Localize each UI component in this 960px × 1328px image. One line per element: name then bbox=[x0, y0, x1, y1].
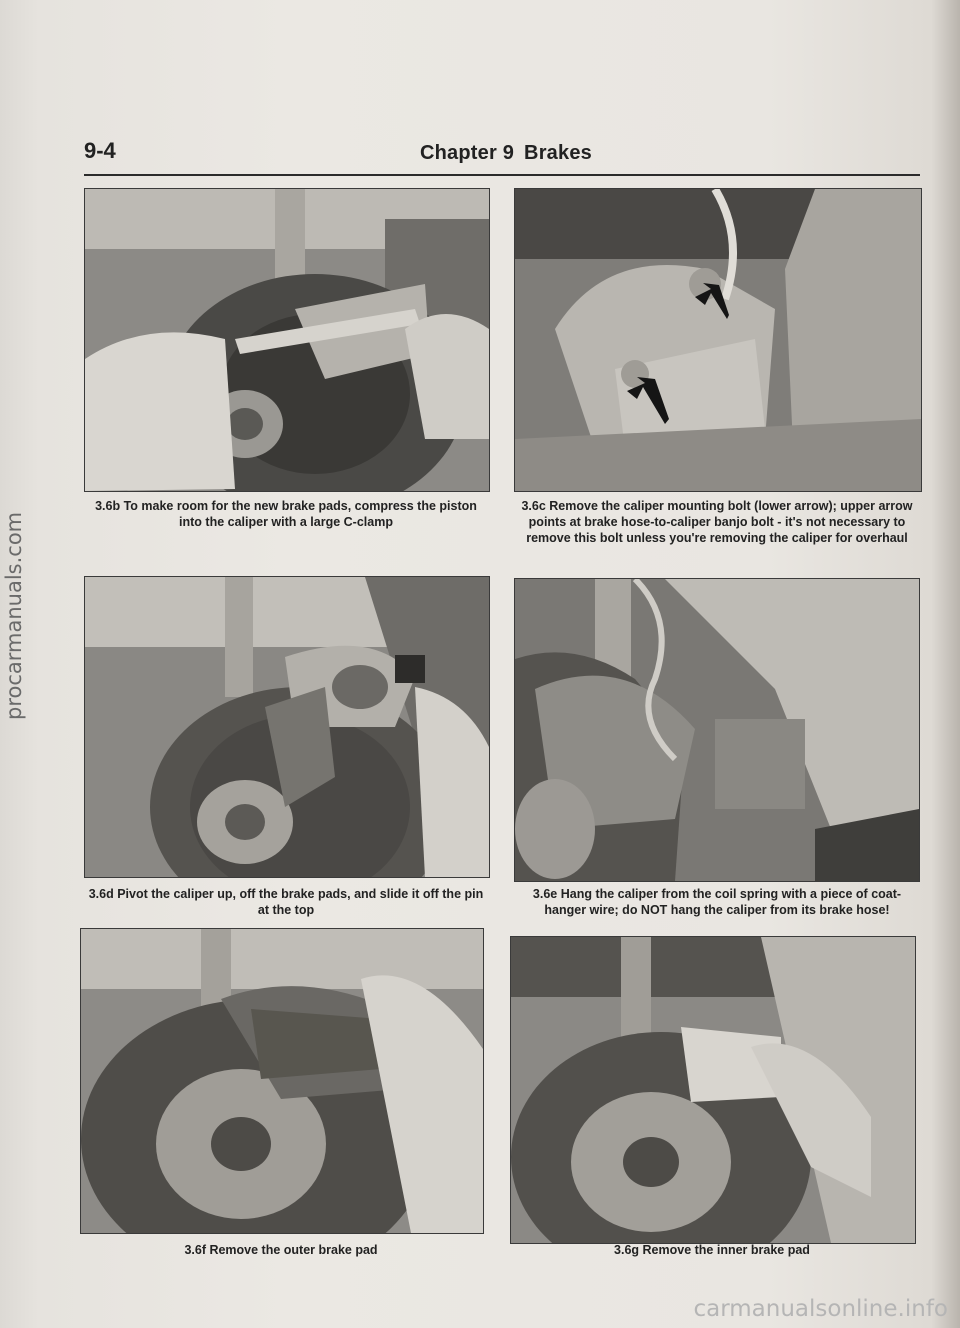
header-rule bbox=[84, 174, 920, 176]
chapter-title: Brakes bbox=[524, 142, 592, 164]
caption-3-6d: 3.6d Pivot the caliper up, off the brake pads, and slide it off the pin at the top bbox=[88, 887, 484, 917]
photo-3-6f bbox=[80, 928, 484, 1234]
chapter-label: Chapter 9 bbox=[420, 142, 515, 164]
caption-3-6e: 3.6e Hang the caliper from the coil spring with a piece of coat-hanger wire; do NOT hang the caliper from its brake hose! bbox=[532, 887, 902, 917]
chapter-heading bbox=[420, 142, 592, 165]
photo-3-6g bbox=[510, 936, 916, 1244]
page-number: 9-4 bbox=[84, 138, 116, 163]
photo-3-6c bbox=[514, 188, 922, 492]
watermark-carmanualsonline: carmanualsonline.info bbox=[693, 1296, 948, 1322]
caption-3-6b: 3.6b To make room for the new brake pads, compress the piston into the caliper with a large C-clamp bbox=[95, 499, 477, 529]
caption-3-6g: 3.6g Remove the inner brake pad bbox=[614, 1243, 810, 1257]
photo-3-6b bbox=[84, 188, 490, 492]
photo-3-6e bbox=[514, 578, 920, 882]
caption-3-6f: 3.6f Remove the outer brake pad bbox=[184, 1243, 378, 1257]
watermark-procarmanuals: procarmanuals.com bbox=[2, 511, 26, 720]
photo-3-6d bbox=[84, 576, 490, 878]
caption-3-6c: 3.6c Remove the caliper mounting bolt (lower arrow); upper arrow points at brake hose-to-caliper banjo bolt - it's not necessary to remove this bolt unless you're removing the caliper for overhaul bbox=[521, 499, 913, 545]
